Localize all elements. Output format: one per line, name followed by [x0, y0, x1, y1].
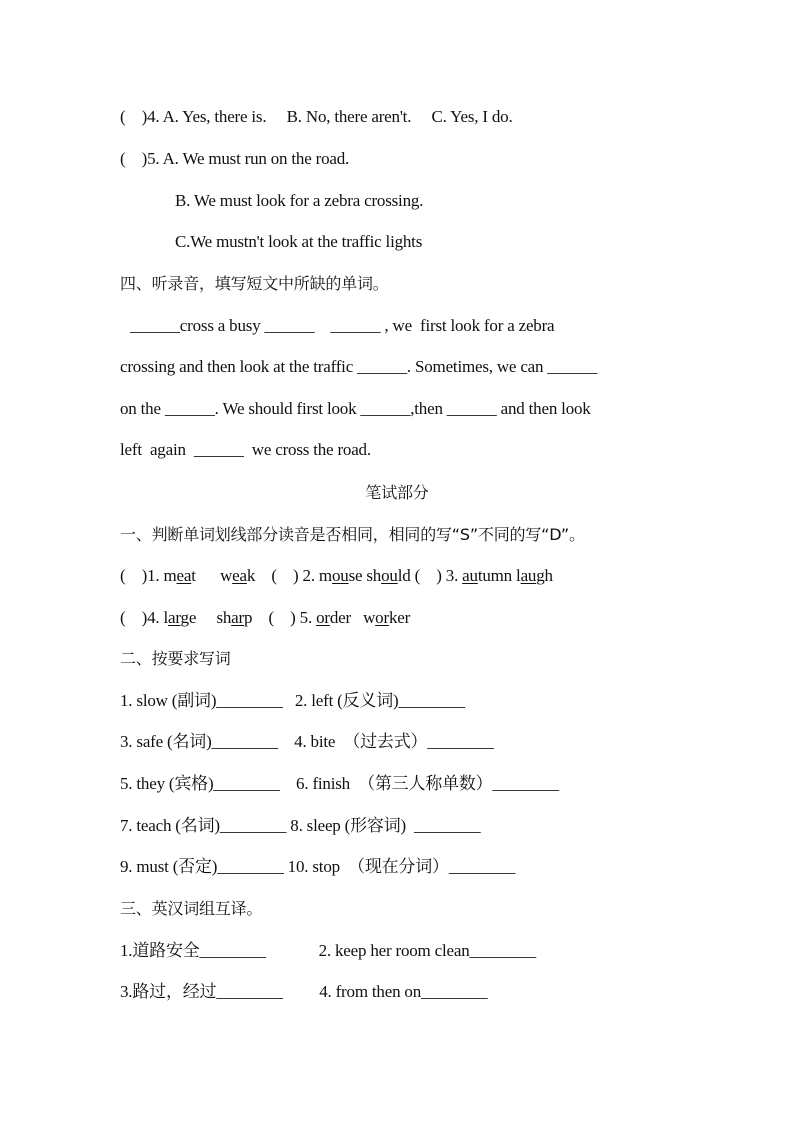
pronunciation-row-1: ( )1. meat weak ( ) 2. mouse should ( ) 3. autumn laugh: [120, 566, 553, 585]
written-section-3-heading: 三、英汉词组互译。: [120, 899, 263, 918]
word-form-row: 5. they (宾格)________ 6. finish （第三人称单数）________: [120, 774, 559, 793]
listening-question-5: ( )5. A. We must run on the road.: [120, 149, 350, 168]
word-form-row: 7. teach (名词)________ 8. sleep (形容词) ________: [120, 816, 481, 835]
written-part-title: 笔试部分: [365, 483, 429, 502]
word-form-row: 3. safe (名词)________ 4. bite （过去式）________: [120, 732, 494, 751]
listening-question-5-option-b: B. We must look for a zebra crossing.: [175, 191, 424, 210]
written-section-2-heading: 二、按要求写词: [120, 649, 231, 668]
listening-question-5-option-c: C.We mustn't look at the traffic lights: [175, 232, 423, 251]
pronunciation-row-2: ( )4. large sharp ( ) 5. order worker: [120, 608, 411, 627]
word-form-row: 9. must (否定)________ 10. stop （现在分词）________: [120, 857, 516, 876]
cloze-line-2: crossing and then look at the traffic ______. Sometimes, we can ______: [120, 357, 598, 376]
written-section-1-heading: 一、判断单词划线部分读音是否相同，相同的写“S”不同的写“D”。: [120, 525, 585, 544]
section-4-heading: 四、听录音，填写短文中所缺的单词。: [120, 274, 389, 293]
cloze-line-4: left again ______ we cross the road.: [120, 440, 371, 459]
cloze-line-1: ______cross a busy ______ ______ , we first look for a zebra: [130, 316, 555, 335]
translation-row-1: 1.道路安全________ 2. keep her room clean________: [120, 941, 536, 960]
word-form-row: 1. slow (副词)________ 2. left (反义词)________: [120, 691, 465, 710]
listening-question-4: ( )4. A. Yes, there is. B. No, there aren't. C. Yes, I do.: [120, 107, 513, 126]
cloze-line-3: on the ______. We should first look ______,then ______ and then look: [120, 399, 591, 418]
translation-row-2: 3.路过，经过________ 4. from then on________: [120, 982, 488, 1001]
